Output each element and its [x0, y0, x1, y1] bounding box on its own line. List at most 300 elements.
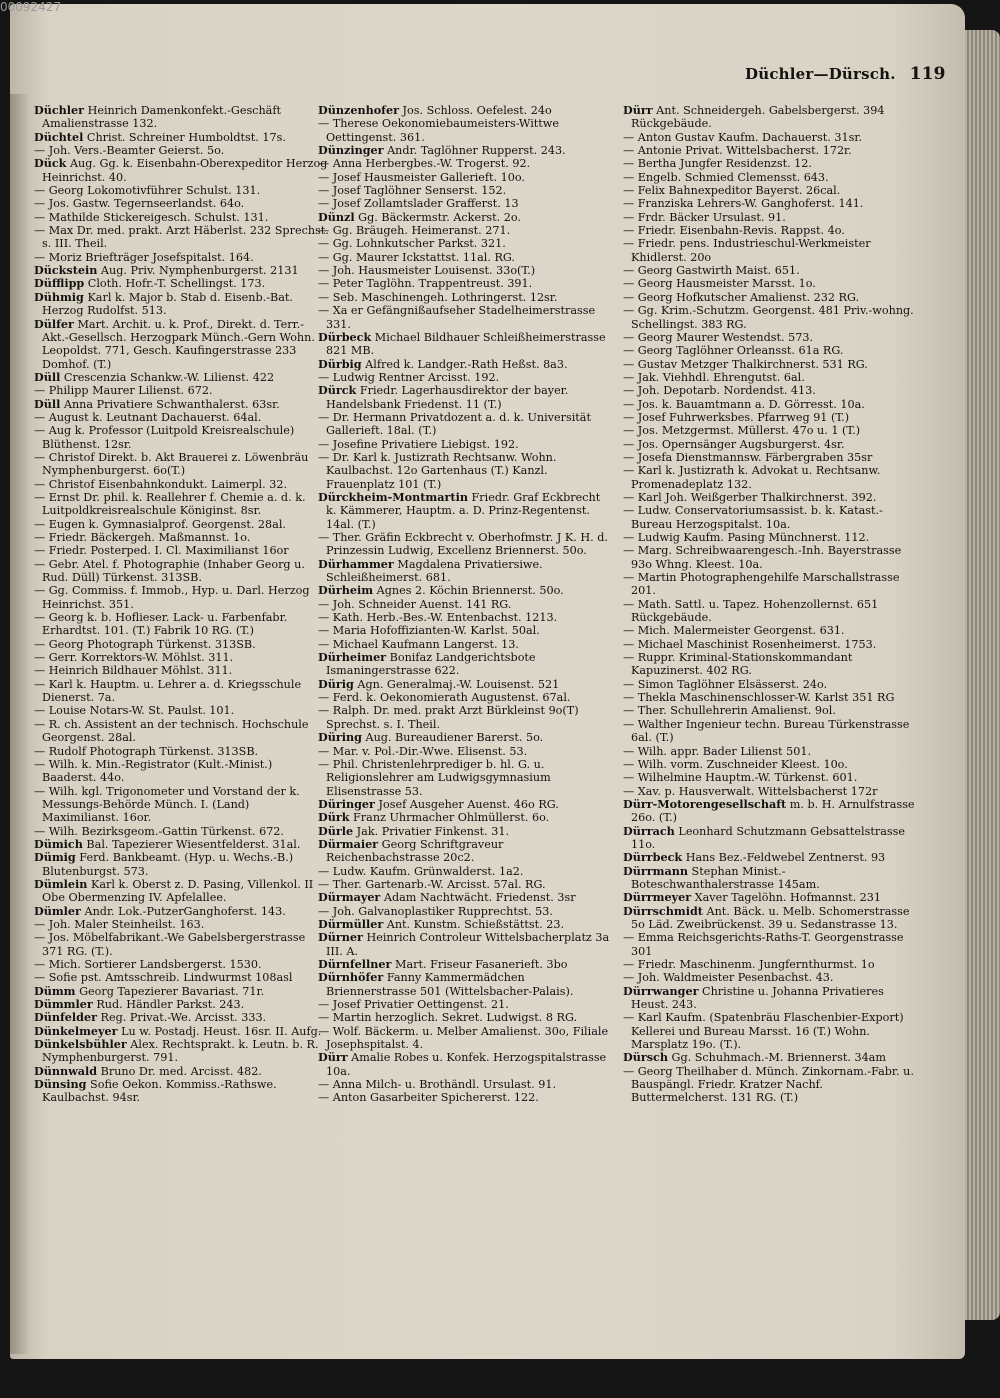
- directory-entry: [623, 1051, 918, 1064]
- directory-entry: [623, 678, 918, 691]
- directory-entry: [623, 598, 918, 625]
- directory-entry: [623, 237, 918, 264]
- directory-entry: [318, 117, 613, 144]
- entry-details: — Antonie Privat. Wittelsbacherst. 172r.: [623, 144, 852, 158]
- directory-entry: [623, 931, 918, 958]
- entry-surname: Dümig: [34, 850, 76, 865]
- entry-surname: Düchtel: [34, 129, 84, 144]
- entry-details: — Ralph. Dr. med. prakt Arzt Bürkleinst 9o(T) Sprechst. s. I. Theil.: [318, 704, 579, 731]
- directory-entry: [34, 224, 329, 251]
- entry-details: — Anna Herbergbes.-W. Trogerst. 92.: [318, 157, 531, 171]
- entry-details: — Georg Lokomotivführer Schulst. 131.: [34, 184, 261, 198]
- directory-entry: [623, 411, 918, 424]
- directory-entry: [34, 1038, 329, 1065]
- entry-details: — Maria Hofoffizianten-W. Karlst. 50al.: [318, 624, 540, 638]
- entry-details: — Josef Zollamtslader Grafferst. 13: [318, 197, 519, 211]
- directory-entry: [318, 411, 613, 438]
- entry-details: — Simon Taglöhner Elsässerst. 24o.: [623, 677, 828, 691]
- entry-surname: Dünzl: [318, 209, 355, 224]
- entry-details: Heinrich Damenkonfekt.-Geschäft Amalienstrasse 132.: [42, 104, 281, 131]
- directory-entry: [318, 891, 613, 904]
- directory-entry: [623, 131, 918, 144]
- entry-details: — Georg Hofkutscher Amalienst. 232 RG.: [623, 290, 860, 304]
- entry-details: — Jos. Möbelfabrikant.-We Gabelsbergerstrasse 371 RG. (T.).: [34, 931, 306, 958]
- directory-entry: [318, 451, 613, 491]
- entry-surname: Dünzenhofer: [318, 103, 399, 117]
- directory-entry: [318, 745, 613, 758]
- directory-entry: [623, 331, 918, 344]
- entry-details: — Karl k. Justizrath k. Advokat u. Rechtsanw. Promenadeplatz 132.: [623, 464, 881, 491]
- directory-entry: [623, 958, 918, 971]
- entry-details: — Ludwig Kaufm. Pasing Münchnerst. 112.: [623, 531, 870, 544]
- entry-details: — Gustav Metzger Thalkirchnerst. 531 RG.: [623, 357, 868, 371]
- entry-details: — Anton Gustav Kaufm. Dachauerst. 31sr.: [623, 130, 862, 144]
- directory-entry: [34, 518, 329, 531]
- entry-details: — Joh. Vers.-Beamter Geierst. 5o.: [34, 144, 225, 158]
- directory-entry: [623, 638, 918, 651]
- directory-entry: [318, 1025, 613, 1052]
- directory-entry: [623, 851, 918, 864]
- directory-entry: [34, 424, 329, 451]
- directory-entry: [318, 905, 613, 918]
- entry-details: Lu w. Postadj. Heust. 16sr. II. Aufg.: [117, 1024, 322, 1038]
- entry-details: — Karl Joh. Weißgerber Thalkirchnerst. 392.: [623, 490, 877, 504]
- directory-entry: [318, 144, 613, 157]
- entry-surname: Dückstein: [34, 263, 98, 278]
- directory-entry: [318, 1011, 613, 1024]
- directory-entry: [34, 104, 329, 131]
- entry-surname: Düll: [34, 396, 61, 411]
- entry-details: — Emma Reichsgerichts-Raths-T. Georgenstrasse 301: [623, 931, 904, 958]
- entry-details: — Anton Gasarbeiter Spichererst. 122.: [318, 1091, 539, 1105]
- entry-details: — Christof Eisenbahnkondukt. Laimerpl. 32.: [34, 477, 288, 491]
- entry-details: Aug. Priv. Nymphenburgerst. 2131: [97, 264, 299, 278]
- entry-details: — Wilh. vorm. Zuschneider Kleest. 10o.: [623, 757, 848, 771]
- entry-details: — Friedr. Maschinenm. Jungfernthurmst. 1o: [623, 958, 875, 971]
- entry-details: Gg. Bäckermstr. Ackerst. 2o.: [354, 210, 521, 224]
- entry-surname: Dürrschmidt: [623, 903, 703, 918]
- directory-entry: [34, 998, 329, 1011]
- directory-entry: [34, 718, 329, 745]
- entry-details: — Josef Hausmeister Gallerieft. 10o.: [318, 170, 525, 184]
- entry-details: — Georg Taglöhner Orleansst. 61a RG.: [623, 344, 844, 358]
- entry-details: Heinrich Controleur Wittelsbacherplatz 3a III. A.: [326, 931, 610, 958]
- entry-details: Agn. Generalmaj.-W. Louisenst. 521: [353, 677, 560, 691]
- directory-entry: [623, 438, 918, 451]
- entry-surname: Dürmüller: [318, 916, 384, 931]
- directory-entry: [623, 531, 918, 544]
- entry-details: — Ludw. Conservatoriumsassist. b. k. Katast.-Bureau Herzogspitalst. 10a.: [623, 504, 883, 531]
- directory-entry: [623, 304, 918, 331]
- directory-entry: [318, 438, 613, 451]
- entry-details: — Jos. Opernsänger Augsburgerst. 4sr.: [623, 437, 845, 451]
- entry-details: Josef Ausgeher Auenst. 46o RG.: [374, 797, 559, 811]
- entry-details: — Walther Ingenieur techn. Bureau Türkenstrasse 6al. (T.): [623, 717, 910, 745]
- entry-surname: Dürmayer: [318, 890, 381, 905]
- entry-details: Aug. Gg. k. Eisenbahn-Oberexpeditor Herzog Heinrichst. 40.: [42, 157, 328, 184]
- entry-surname: Düring: [318, 730, 362, 745]
- directory-entry: [623, 624, 918, 637]
- entry-surname: Dürner: [318, 930, 363, 945]
- entry-surname: Dühmig: [34, 289, 84, 304]
- directory-entry: [318, 277, 613, 290]
- directory-entry: [34, 384, 329, 397]
- entry-details: Friedr. Graf Eckbrecht k. Kämmerer, Hauptm. a. D. Prinz-Regentenst. 14al. (T.): [326, 490, 601, 531]
- entry-surname: Dürrmann: [623, 863, 688, 878]
- entry-surname: Dürr: [623, 103, 653, 117]
- entry-surname: Dürnhöfer: [318, 970, 384, 985]
- entry-details: Cloth. Hofr.-T. Schellingst. 173.: [84, 277, 266, 291]
- entry-details: Jak. Privatier Finkenst. 31.: [353, 824, 510, 838]
- entry-details: Karl k. Oberst z. D. Pasing, Villenkol. II Obe Obermenzing IV. Apfelallee.: [42, 877, 314, 905]
- entry-details: — Seb. Maschinengeh. Lothringerst. 12sr.: [318, 290, 558, 304]
- directory-entry: [623, 344, 918, 357]
- entry-details: — Karl Kaufm. (Spatenbräu Flaschenbier-Export) Kellerei und Bureau Marsst. 16 (T.) Wohn. Marsplatz 19o. (T.).: [623, 1011, 904, 1052]
- entry-details: Georg Tapezierer Bavariast. 71r.: [75, 984, 265, 998]
- directory-column-3: [623, 104, 918, 1105]
- entry-details: — Friedr. Posterped. I. Cl. Maximilianst 16or: [34, 544, 289, 558]
- entry-details: — Ferd. k. Oekonomierath Augustenst. 67al.: [318, 691, 571, 705]
- page-header: [745, 64, 946, 84]
- entry-surname: Dürsch: [623, 1050, 668, 1065]
- entry-details: Fanny Kammermädchen Briennerstrasse 501 (Wittelsbacher-Palais).: [326, 971, 574, 998]
- directory-entry: [34, 558, 329, 585]
- directory-entry: [318, 491, 613, 531]
- entry-details: — Math. Sattl. u. Tapez. Hohenzollernst. 651 Rückgebäude.: [623, 597, 879, 625]
- directory-entry: [623, 424, 918, 437]
- entry-surname: Dürrbeck: [623, 850, 683, 865]
- directory-entry: [34, 451, 329, 478]
- directory-entry: [34, 664, 329, 677]
- entry-details: — Eugen k. Gymnasialprof. Georgenst. 28al.: [34, 517, 286, 531]
- entry-details: Crescenzia Schankw.-W. Lilienst. 422: [60, 370, 275, 384]
- directory-entry: [623, 1011, 918, 1051]
- entry-details: Jos. Schloss. Oefelest. 24o: [399, 104, 552, 117]
- directory-entry: [623, 197, 918, 210]
- entry-details: — Heinrich Bildhauer Möhlst. 311.: [34, 664, 233, 678]
- entry-details: — Friedr. Bäckergeh. Maßmannst. 1o.: [34, 531, 251, 544]
- directory-entry: [34, 931, 329, 958]
- directory-entry: [318, 958, 613, 971]
- directory-entry: [34, 758, 329, 785]
- entry-details: Hans Bez.-Feldwebel Zentnerst. 93: [682, 851, 886, 865]
- directory-entry: [34, 291, 329, 318]
- entry-details: Amalie Robes u. Konfek. Herzogspitalstrasse 10a.: [326, 1051, 607, 1078]
- directory-entry: [318, 971, 613, 998]
- directory-entry: [34, 638, 329, 651]
- entry-details: Aug. Bureaudiener Barerst. 5o.: [361, 731, 544, 745]
- directory-entry: [34, 971, 329, 984]
- entry-details: Leonhard Schutzmann Gebsattelstrasse 11o.: [631, 824, 905, 851]
- directory-entry: [318, 237, 613, 250]
- directory-entry: [34, 851, 329, 878]
- scan-id-label: 00092427: [0, 0, 62, 14]
- entry-details: — Xa er Gefängnißaufseher Stadelheimerstrasse 331.: [318, 304, 596, 331]
- directory-entry: [318, 197, 613, 210]
- entry-details: — Peter Taglöhn. Trappentreust. 391.: [318, 277, 533, 291]
- directory-entry: [318, 211, 613, 224]
- entry-surname: Düll: [34, 369, 61, 384]
- entry-details: Xaver Tagelöhn. Hofmannst. 231: [691, 891, 882, 905]
- directory-entry: [318, 184, 613, 197]
- entry-surname: Dürckheim-Montmartin: [318, 489, 468, 504]
- entry-details: — Marg. Schreibwaarengesch.-Inh. Bayerstrasse 93o Whng. Kleest. 10a.: [623, 544, 902, 571]
- directory-entry: [318, 624, 613, 637]
- directory-entry: [34, 918, 329, 931]
- directory-entry: [318, 358, 613, 371]
- directory-entry: [623, 224, 918, 237]
- directory-entry: [318, 838, 613, 865]
- entry-surname: Dürbeck: [318, 329, 372, 344]
- directory-entry: [34, 838, 329, 851]
- directory-entry: [623, 358, 918, 371]
- directory-entry: [318, 291, 613, 304]
- directory-entry: [318, 638, 613, 651]
- entry-details: — Jos. k. Bauamtmann a. D. Görresst. 10a.: [623, 397, 865, 411]
- entry-details: Karl k. Major b. Stab d. Eisenb.-Bat. Herzog Rudolfst. 513.: [42, 290, 293, 318]
- directory-entry: [623, 291, 918, 304]
- directory-entry: [623, 264, 918, 277]
- directory-entry: [623, 277, 918, 290]
- entry-details: — Josefa Dienstmannsw. Färbergraben 35sr: [623, 450, 873, 464]
- directory-entry: [34, 131, 329, 144]
- entry-details: Christine u. Johanna Privatieres Heust. 243.: [631, 984, 884, 1012]
- directory-entry: [34, 371, 329, 384]
- entry-details: — Georg Gastwirth Maist. 651.: [623, 264, 800, 278]
- directory-entry: [34, 197, 329, 210]
- entry-details: — Franziska Lehrers-W. Ganghoferst. 141.: [623, 197, 864, 211]
- entry-details: — Anna Milch- u. Brothändl. Ursulast. 91.: [318, 1078, 557, 1092]
- entry-details: m. b. H. Arnulfstrasse 26o. (T.): [631, 797, 915, 825]
- entry-details: — Therese Oekonomiebaumeisters-Wittwe Oettingenst. 361.: [318, 117, 560, 144]
- entry-details: — Martin Photographengehilfe Marschallstrasse 201.: [623, 571, 900, 598]
- entry-details: — Rudolf Photograph Türkenst. 313SB.: [34, 744, 259, 758]
- entry-details: — Wolf. Bäckerm. u. Melber Amalienst. 30o, Filiale Josephspitalst. 4.: [318, 1024, 609, 1052]
- directory-entry: [34, 1078, 329, 1105]
- entry-details: — Phil. Christenlehrprediger b. hl. G. u. Religionslehrer am Ludwigsgymnasium Elisenstrasse 53.: [318, 757, 551, 798]
- entry-details: — Gerr. Korrektors-W. Möhlst. 311.: [34, 651, 234, 665]
- entry-surname: Dürrwanger: [623, 983, 699, 998]
- entry-details: — Jos. Metzgermst. Müllerst. 47o u. 1 (T.): [623, 424, 861, 438]
- entry-surname: Dünnwald: [34, 1063, 98, 1078]
- entry-surname: Dürr: [318, 1050, 348, 1065]
- entry-details: Gg. Schuhmach.-M. Briennerst. 34am: [667, 1051, 886, 1065]
- entry-details: Rud. Händler Parkst. 243.: [92, 998, 245, 1012]
- directory-entry: [318, 531, 613, 558]
- entry-surname: Dünzinger: [318, 143, 384, 158]
- entry-details: — Christof Direkt. b. Akt Brauerei z. Löwenbräu Nymphenburgerst. 6o(T.): [34, 450, 309, 478]
- directory-entry: [34, 651, 329, 664]
- entry-details: — Felix Bahnexpeditor Bayerst. 26cal.: [623, 184, 841, 198]
- entry-details: — Joh. Schneider Auenst. 141 RG.: [318, 597, 512, 611]
- directory-entry: [623, 718, 918, 745]
- entry-details: — Josef Fuhrwerksbes. Pfarrweg 91 (T.): [623, 410, 850, 424]
- book-page: [10, 4, 965, 1359]
- entry-details: — Joh. Galvanoplastiker Rupprechtst. 53.: [318, 904, 553, 918]
- entry-details: — Joh. Maler Steinheilst. 163.: [34, 917, 205, 931]
- entry-surname: Dümich: [34, 836, 83, 851]
- entry-details: Mart. Friseur Fasanerieft. 3bo: [391, 958, 568, 971]
- entry-surname: Dümler: [34, 903, 81, 918]
- directory-entry: [34, 318, 329, 371]
- entry-details: Magdalena Privatiersiwe. Schleißheimerst. 681.: [326, 557, 543, 585]
- entry-surname: Dümm: [34, 983, 76, 998]
- directory-entry: [34, 584, 329, 611]
- entry-details: — Georg Theilhaber d. Münch. Zinkornam.-Fabr. u. Bauspängl. Friedr. Kratzer Nachf. Buttermelcherst. 131 RG. (T.): [623, 1064, 914, 1105]
- entry-details: Ant. Kunstm. Schießstättst. 23.: [383, 917, 564, 931]
- entry-details: — Joh. Hausmeister Louisenst. 33o(T.): [318, 264, 536, 278]
- entry-details: — Georg Hausmeister Marsst. 1o.: [623, 277, 816, 291]
- directory-entry: [318, 998, 613, 1011]
- entry-details: Ferd. Bankbeamt. (Hyp. u. Wechs.-B.) Blutenburgst. 573.: [42, 851, 294, 878]
- directory-entry: [34, 544, 329, 557]
- entry-details: — Michael Maschinist Rosenheimerst. 1753.: [623, 637, 877, 651]
- entry-details: — Michael Kaufmann Langerst. 13.: [318, 637, 519, 651]
- directory-entry: [318, 171, 613, 184]
- entry-details: — Josef Privatier Oettingenst. 21.: [318, 998, 509, 1012]
- directory-entry: [623, 651, 918, 678]
- entry-details: Anna Privatiere Schwanthalerst. 63sr.: [60, 397, 280, 411]
- directory-entry: [318, 384, 613, 411]
- directory-entry: [623, 758, 918, 771]
- entry-details: — Ther. Gräfin Eckbrecht v. Oberhofmstr. J K. H. d. Prinzessin Ludwig, Excellenz Briennerst. 50o.: [318, 531, 608, 558]
- directory-entry: [623, 451, 918, 464]
- entry-surname: Dürle: [318, 823, 354, 838]
- entry-surname: Düfflipp: [34, 276, 85, 291]
- directory-entry: [318, 811, 613, 824]
- directory-entry: [623, 104, 918, 131]
- entry-surname: Dürrmeyer: [623, 890, 692, 905]
- directory-entry: [318, 558, 613, 585]
- entry-details: — Ludwig Rentner Arcisst. 192.: [318, 370, 500, 384]
- entry-details: — Gebr. Atel. f. Photographie (Inhaber Georg u. Rud. Düll) Türkenst. 313SB.: [34, 557, 305, 585]
- directory-entry: [623, 891, 918, 904]
- directory-entry: [318, 224, 613, 237]
- directory-entry: [34, 491, 329, 518]
- directory-entry: [318, 264, 613, 277]
- entry-details: — Thekla Maschinenschlosser-W. Karlst 351 RG: [623, 691, 895, 705]
- directory-entry: [623, 905, 918, 932]
- directory-entry: [318, 304, 613, 331]
- entry-details: — Max Dr. med. prakt. Arzt Häberlst. 232 Sprechst. s. III. Theil.: [34, 224, 329, 251]
- directory-entry: [623, 384, 918, 397]
- entry-details: Alex. Rechtsprakt. k. Leutn. b. R. Nymphenburgerst. 791.: [42, 1038, 319, 1065]
- entry-details: — Gg. Lohnkutscher Parkst. 321.: [318, 237, 506, 251]
- directory-entry: [34, 985, 329, 998]
- directory-entry: [623, 771, 918, 784]
- entry-surname: Dürr-Motorengesellschaft: [623, 796, 787, 811]
- entry-details: — R. ch. Assistent an der technisch. Hochschule Georgenst. 28al.: [34, 717, 309, 745]
- entry-surname: Dünfelder: [34, 1010, 97, 1025]
- entry-surname: Dümlein: [34, 876, 88, 891]
- entry-details: — Mar. v. Pol.-Dir.-Wwe. Elisenst. 53.: [318, 744, 528, 758]
- directory-entry: [34, 211, 329, 224]
- entry-details: — Wilh. kgl. Trigonometer und Vorstand der k. Messungs-Behörde Münch. I. (Land) Maximilianst. 16or.: [34, 784, 300, 825]
- directory-column-2: [318, 104, 613, 1105]
- entry-details: — Dr. Hermann Privatdozent a. d. k. Universität Gallerieft. 18al. (T.): [318, 410, 591, 438]
- directory-entry: [34, 157, 329, 184]
- entry-details: Georg Schriftgraveur Reichenbachstrasse 20c2.: [326, 837, 504, 865]
- directory-entry: [34, 825, 329, 838]
- directory-entry: [623, 691, 918, 704]
- entry-surname: Dünkelsbühler: [34, 1037, 127, 1052]
- entry-details: — Gg. Krim.-Schutzm. Georgenst. 481 Priv.-wohng. Schellingst. 383 RG.: [623, 304, 914, 331]
- entry-details: — Jos. Gastw. Tegernseerlandst. 64o.: [34, 197, 245, 211]
- directory-entry: [623, 571, 918, 598]
- entry-details: Bonifaz Landgerichtsbote Ismaningerstrasse 622.: [326, 651, 536, 678]
- directory-entry: [623, 785, 918, 798]
- entry-surname: Dünsing: [34, 1077, 87, 1092]
- entry-details: — Ther. Gartenarb.-W. Arcisst. 57al. RG.: [318, 877, 546, 891]
- entry-details: — Joh. Waldmeister Pesenbachst. 43.: [623, 971, 834, 985]
- entry-details: Adam Nachtwächt. Friedenst. 3sr: [380, 891, 576, 905]
- entry-details: — Wilh. k. Min.-Registrator (Kult.-Minist.) Baaderst. 44o.: [34, 757, 273, 785]
- entry-details: Franz Uhrmacher Ohlmüllerst. 6o.: [349, 811, 550, 825]
- entry-details: — Josef Taglöhner Senserst. 152.: [318, 184, 507, 198]
- entry-details: — Wilhelmine Hauptm.-W. Türkenst. 601.: [623, 771, 858, 785]
- entry-details: Mart. Archit. u. k. Prof., Direkt. d. Terr.-Akt.-Gesellsch. Herzogpark Münch.-Gern Wohn. Leopoldst. 771, Gesch. Kaufingerstrasse 233 Domhof. (T.): [42, 317, 315, 371]
- entry-surname: Düchler: [34, 103, 85, 117]
- entry-details: — Georg Photograph Türkenst. 313SB.: [34, 637, 256, 651]
- directory-column-1: [34, 104, 329, 1105]
- directory-entry: [318, 691, 613, 704]
- entry-details: — Ruppr. Kriminal-Stationskommandant Kapuzinerst. 402 RG.: [623, 651, 853, 678]
- entry-surname: Dünkelmeyer: [34, 1023, 118, 1038]
- entry-surname: Dürrach: [623, 823, 675, 838]
- directory-entry: [623, 971, 918, 984]
- entry-details: — Gg. Maurer Ickstattst. 11al. RG.: [318, 250, 515, 264]
- entry-details: — Kath. Herb.-Bes.-W. Entenbachst. 1213.: [318, 611, 558, 625]
- directory-entry: [34, 878, 329, 905]
- directory-entry: [34, 277, 329, 290]
- directory-entry: [318, 758, 613, 798]
- entry-details: — Dr. Karl k. Justizrath Rechtsanw. Wohn. Kaulbachst. 12o Gartenhaus (T.) Kanzl. Frauenplatz 101 (T.): [318, 450, 557, 491]
- entry-surname: Düringer: [318, 796, 375, 811]
- entry-surname: Dümmler: [34, 997, 93, 1012]
- directory-entry: [623, 544, 918, 571]
- directory-entry: [34, 1011, 329, 1024]
- entry-details: Ant. Bäck. u. Melb. Schomerstrasse 5o Läd. Zweibrückenst. 39 u. Sedanstrasse 13.: [631, 904, 910, 931]
- directory-entry: [623, 491, 918, 504]
- directory-entry: [623, 184, 918, 197]
- entry-details: — Ernst Dr. phil. k. Reallehrer f. Chemie a. d. k. Luitpoldkreisrealschule Königinst. 8sr.: [34, 490, 306, 518]
- directory-entry: [318, 251, 613, 264]
- directory-entry: [318, 598, 613, 611]
- entry-details: Michael Bildhauer Schleißheimerstrasse 821 MB.: [326, 330, 606, 358]
- entry-details: Christ. Schreiner Humboldtst. 17s.: [83, 130, 286, 144]
- directory-entry: [318, 704, 613, 731]
- directory-entry: [623, 798, 918, 825]
- directory-entry: [34, 251, 329, 264]
- directory-entry: [318, 157, 613, 170]
- entry-details: — Wilh. appr. Bader Lilienst 501.: [623, 744, 812, 758]
- entry-details: — August k. Leutnant Dachauerst. 64al.: [34, 410, 262, 424]
- previous-page-margin: [10, 94, 28, 1354]
- directory-entry: [318, 651, 613, 678]
- entry-details: — Moriz Briefträger Josefspitalst. 164.: [34, 250, 254, 264]
- directory-entry: [318, 371, 613, 384]
- entry-surname: Dürheim: [318, 583, 374, 598]
- entry-details: — Mich. Sortierer Landsbergerst. 1530.: [34, 958, 262, 971]
- entry-surname: Dürhammer: [318, 556, 394, 571]
- directory-entry: [623, 865, 918, 892]
- directory-entry: [623, 1065, 918, 1105]
- directory-entry: [34, 678, 329, 705]
- entry-surname: Dück: [34, 156, 67, 171]
- entry-details: — Josefine Privatiere Liebigst. 192.: [318, 437, 519, 451]
- entry-details: Stephan Minist.-Boteschwanthalerstrasse 145am.: [631, 864, 820, 891]
- directory-entry: [318, 865, 613, 878]
